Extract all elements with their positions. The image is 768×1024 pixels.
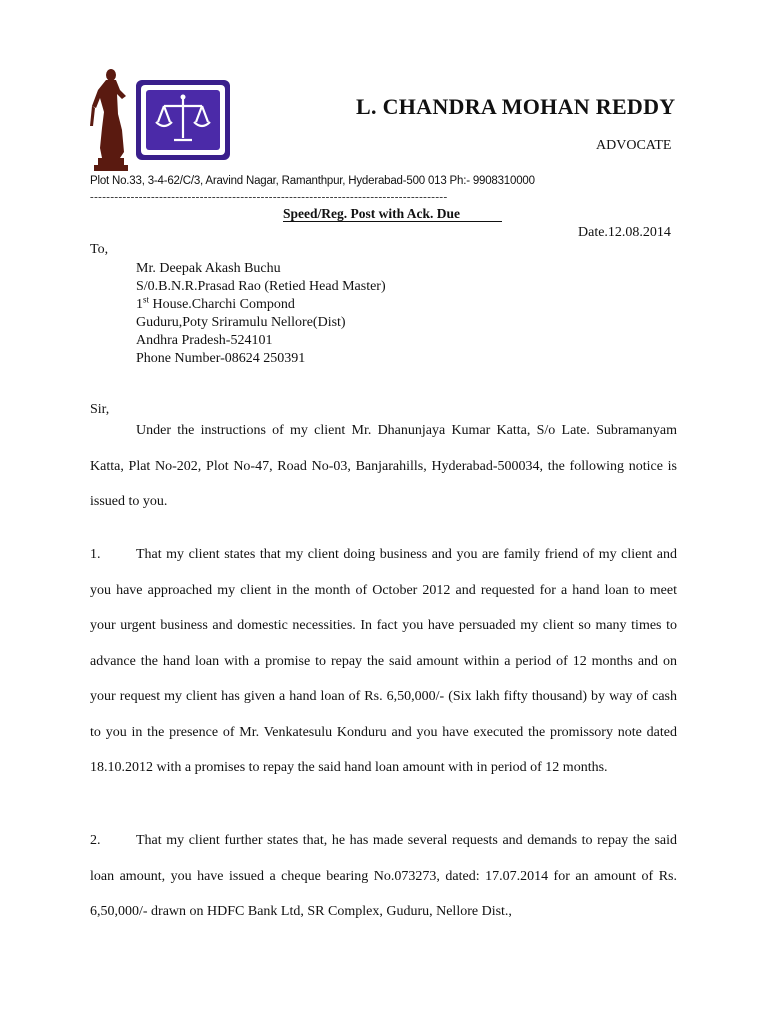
- recipient-house: 1st House.Charchi Compond: [136, 294, 295, 312]
- intro-paragraph: Under the instructions of my client Mr. Dhanunjaya Kumar Katta, S/o Late. Subramanyam Katta, Plat No-202, Plot No-47, Road No-03, Banjarahills, Hyderabad-500034, the following notice is issued to you.: [90, 423, 677, 509]
- recipient-phone: Phone Number-08624 250391: [136, 351, 306, 366]
- paragraph-number: 2.: [90, 833, 101, 848]
- recipient-relation: S/0.B.N.R.Prasad Rao (Retied Head Master): [136, 279, 386, 294]
- numbered-paragraph: [90, 537, 677, 786]
- paragraph-text: That my client states that my client doing business and you are family friend of my client and you have approached my client in the month of October 2012 and requested for a hand loan to meet your urgent business and domestic necessities. In fact you have persuaded my client so many times to advance the hand loan with a promise to repay the said amount within a period of 12 months and on your request my client has given a hand loan of Rs. 6,50,000/- (Six lakh fifty thousand) by way of cash to you in the presence of Mr. Venkatesulu Konduru and you have executed the promissory note dated 18.10.2012 with a promises to repay the said hand loan amount with in period of 12 months.: [90, 547, 677, 775]
- advocate-title: ADVOCATE: [596, 138, 672, 153]
- underline-gap: [460, 207, 502, 222]
- advocate-name: L. CHANDRA MOHAN REDDY: [356, 94, 676, 119]
- to-label: To,: [90, 242, 109, 257]
- scales-of-justice-icon: [86, 68, 236, 174]
- office-address: Plot No.33, 3-4-62/C/3, Aravind Nagar, Ramanthpur, Hyderabad-500 013 Ph:- 9908310000: [90, 175, 535, 187]
- post-method-text: Speed/Reg. Post with Ack. Due: [283, 206, 461, 221]
- separator-line: ----------------------------------------------------------------------------------------: [90, 191, 448, 203]
- numbered-paragraph: [90, 823, 677, 930]
- post-method: [283, 206, 502, 222]
- recipient-state: Andhra Pradesh-524101: [136, 333, 273, 348]
- salutation: Sir,: [90, 402, 110, 417]
- paragraph-text: That my client further states that, he has made several requests and demands to repay the said loan amount, you have issued a cheque bearing No.073273, dated: 17.07.2014 for an amount of Rs. 6,50,000/- drawn on HDFC Bank Ltd, SR Complex, Guduru, Nellore Dist.,: [90, 833, 677, 919]
- letter-date: Date.12.08.2014: [578, 225, 671, 240]
- paragraph-number: 1.: [90, 547, 101, 562]
- recipient-address: [136, 260, 386, 368]
- recipient-name: Mr. Deepak Akash Buchu: [136, 261, 281, 276]
- recipient-town: Guduru,Poty Sriramulu Nellore(Dist): [136, 315, 346, 330]
